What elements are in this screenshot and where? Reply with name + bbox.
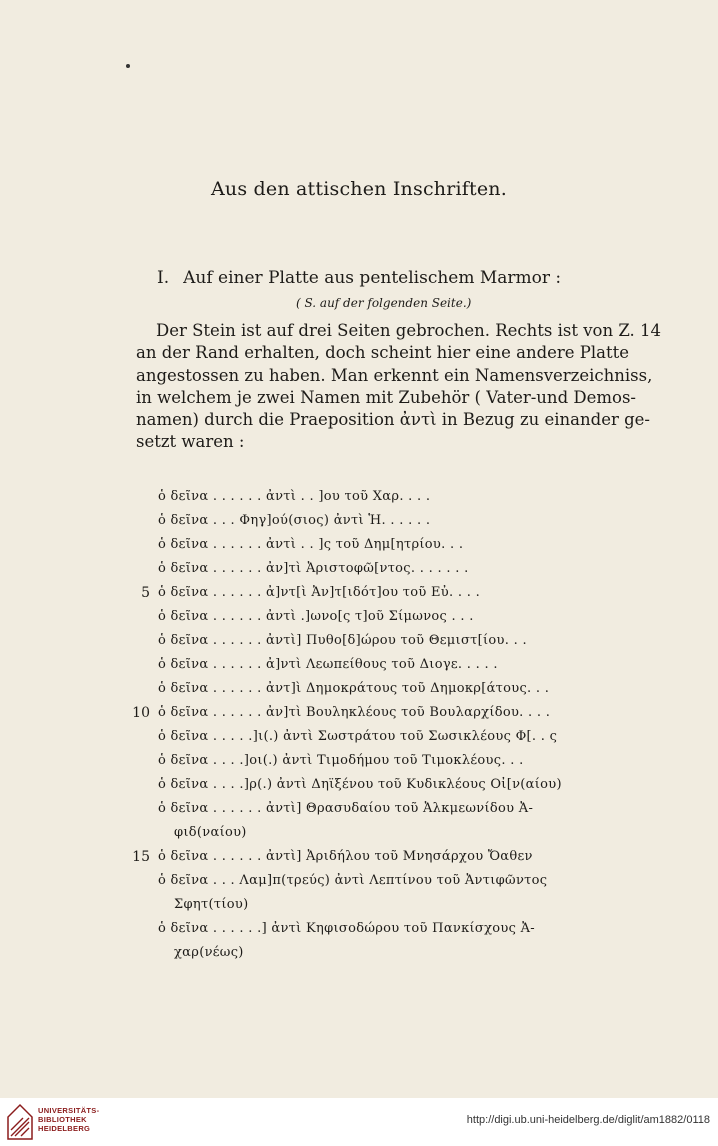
inscription-entry	[130, 797, 650, 821]
inscription-entry	[130, 869, 650, 893]
footer-bar	[0, 1098, 718, 1146]
logo-line: UNIVERSITÄTS-	[38, 1106, 100, 1115]
entry-text: ὁ δεῖνα . . . . . . ἀ]ντὶ Λεωπείθους τοῦ Διογε. . . . .	[158, 657, 498, 672]
description-paragraph	[136, 320, 662, 454]
entry-text: ὁ δεῖνα . . . . .]ι(.) ἀντὶ Σωστράτου τοῦ Σωσικλέους Φ[. . ς	[158, 729, 558, 744]
inscription-entry	[130, 773, 650, 797]
inscription-entry	[130, 701, 650, 725]
inscription-entry	[130, 917, 650, 941]
inscription-entry	[130, 821, 650, 845]
page-title: Aus den attischen Inschriften.	[211, 178, 507, 200]
entry-text: ὁ δεῖνα . . . . . . ἀ]ντ[ὶ Ἀν]τ[ιδότ]ου τοῦ Εὐ. . . .	[158, 585, 481, 600]
entry-text: χαρ(νέως)	[174, 945, 244, 960]
entry-text: ὁ δεῖνα . . . . . . ἀντὶ . . ]ς τοῦ Δημ[ητρίου. . .	[158, 537, 464, 552]
paragraph-line: namen) durch die Praeposition ἀντὶ in Bezug zu einander ge-	[136, 410, 651, 430]
entry-text: ὁ δεῖνα . . . . . . ἀν]τὶ Βουληκλέους τοῦ Βουλαρχίδου. . . .	[158, 705, 551, 720]
inscription-entry	[130, 557, 650, 581]
section-note: ( S. auf der folgenden Seite.)	[296, 296, 472, 310]
section-heading	[157, 268, 561, 288]
entry-text: Σφητ(τίου)	[174, 897, 249, 912]
inscription-entry	[130, 845, 650, 869]
inscription-entry	[130, 581, 650, 605]
library-logo-text	[38, 1106, 99, 1133]
line-number: 5	[141, 585, 150, 601]
entry-text: ὁ δεῖνα . . . . . . ἀντὶ . . ]ου τοῦ Χαρ. . . .	[158, 489, 431, 504]
inscription-entry	[130, 485, 650, 509]
entry-text: ὁ δεῖνα . . . . . . ἀντὶ] Πυθο[δ]ώρου τοῦ Θεμιστ[ίου. . .	[158, 633, 527, 648]
inscription-entry	[130, 677, 650, 701]
inscription-entry	[130, 533, 650, 557]
paragraph-line: in welchem je zwei Namen mit Zubehör ( Vater-und Demos-	[136, 387, 636, 407]
line-number: 10	[132, 705, 150, 721]
inscription-entry	[130, 509, 650, 533]
section-number: I.	[157, 268, 170, 288]
inscription-entry	[130, 653, 650, 677]
entry-text: ὁ δεῖνα . . . . . . ἀντὶ] Θρασυδαίου τοῦ Ἀλκμεωνίδου Ἀ-	[158, 801, 534, 816]
entry-text: ὁ δεῖνα . . . . . . ἀν]τὶ Ἀριστοφῶ[ντος. . . . . . .	[158, 561, 469, 576]
inscription-entry	[130, 893, 650, 917]
entry-text: ὁ δεῖνα . . . . . . ἀντ]ὶ Δημοκράτους τοῦ Δημοκρ[άτους. . .	[158, 681, 550, 696]
logo-line: HEIDELBERG	[38, 1124, 91, 1133]
inscription-entry	[130, 749, 650, 773]
inscription-entry	[130, 725, 650, 749]
entry-text: ὁ δεῖνα . . . . . . ἀντὶ] Ἀριδήλου τοῦ Μνησάρχου Ὄαθεν	[158, 849, 533, 864]
entry-text: φιδ(ναίου)	[174, 825, 247, 840]
entry-text: ὁ δεῖνα . . . Λαμ]π(τρεύς) ἀντὶ Λεπτίνου τοῦ Ἀντιφῶντος	[158, 873, 548, 888]
logo-line: BIBLIOTHEK	[38, 1115, 87, 1124]
inscription-entries	[130, 485, 650, 965]
inscription-entry	[130, 629, 650, 653]
entry-text: ὁ δεῖνα . . . .]ρ(.) ἀντὶ Δηϊξένου τοῦ Κυδικλέους Οἰ[ν(αίου)	[158, 777, 562, 792]
paragraph-line: angestossen zu haben. Man erkennt ein Namensverzeichniss,	[136, 365, 653, 385]
university-library-logo-icon	[6, 1103, 34, 1141]
paragraph-line: setzt waren :	[136, 432, 245, 452]
entry-text: ὁ δεῖνα . . . . . . ἀντὶ .]ωνο[ς τ]οῦ Σίμωνος . . .	[158, 609, 474, 624]
section-heading-text: Auf einer Platte aus pentelischem Marmor :	[183, 268, 562, 288]
paragraph-line: Der Stein ist auf drei Seiten gebrochen. Rechts ist von Z. 14	[156, 321, 662, 340]
source-url-link[interactable]: http://digi.ub.uni-heidelberg.de/diglit/am1882/0118	[466, 1114, 710, 1126]
inscription-entry	[130, 941, 650, 965]
page-mark-dot	[126, 64, 130, 68]
entry-text: ὁ δεῖνα . . . .]οι(.) ἀντὶ Τιμοδήμου τοῦ Τιμοκλέους. . .	[158, 753, 524, 768]
inscription-entry	[130, 605, 650, 629]
entry-text: ὁ δεῖνα . . . Φηγ]ού(σιος) ἀντὶ Ἡ. . . . . .	[158, 513, 431, 528]
line-number: 15	[132, 849, 150, 865]
paragraph-line: an der Rand erhalten, doch scheint hier eine andere Platte	[136, 343, 630, 363]
entry-text: ὁ δεῖνα . . . . . .] ἀντὶ Κηφισοδώρου τοῦ Πανκίσχους Ἀ-	[158, 921, 535, 936]
